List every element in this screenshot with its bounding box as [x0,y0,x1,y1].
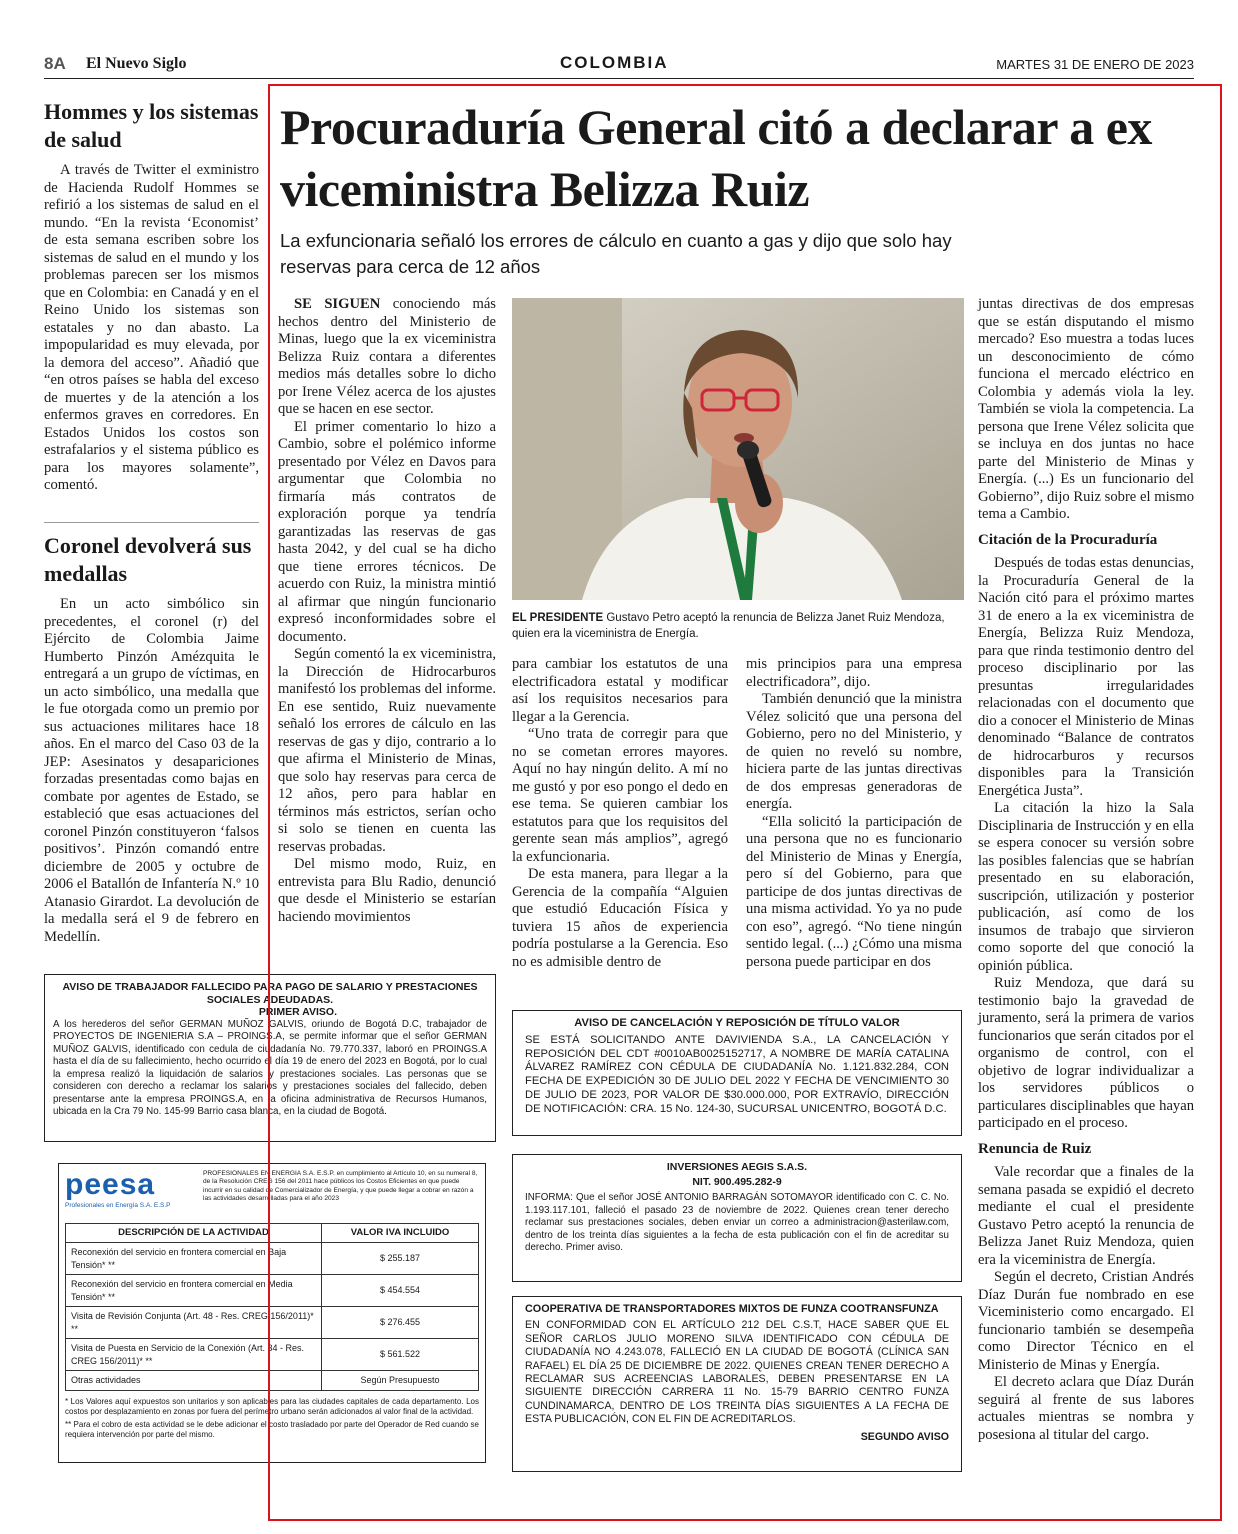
paragraph: “Ella solicitó la participación de una persona que no es funcionario del Ministerio de Minas y Energía, pero sí del Gobierno, para que participe de dos juntas directivas de una misma actividad. Yo ya no pude con eso”, agregó. “No tiene ningún sentido legal. (...) ¿Cómo una misma persona puede participar en dos [746,813,962,970]
paragraph: para cambiar los estatutos de una electrificadora estatal y modificar así los requisitos necesarios para llegar a la Gerencia. [512,656,728,725]
caption-text: Gustavo Petro aceptó la renuncia de Belizza Janet Ruiz Mendoza, quien era la viceministra de Energía. [512,612,945,640]
caption-tag: EL PRESIDENTE [512,612,604,624]
paragraph: De esta manera, para llegar a la Gerencia de la compañía “Alguien que estudió Educación Física y tuviera 15 años de experiencia podría postularse a la Gerencia. Eso no es admisible dentro de [512,866,728,970]
paragraph: Según comentó la ex viceministra, la Dirección de Hidrocarburos manifestó los problemas del informe. En ese sentido, Ruiz nuevamente señaló los errores de cálculo en las reservas de gas y dijo, contrario a lo que afirma el Ministerio de Minas, que solo hay reservas para cerca de 12 años, pero para hablar en términos más estrictos, serían ocho si solo se tienen en cuenta las reservas probadas. [278,646,496,855]
paragraph: Del mismo modo, Ruiz, en entrevista para Blu Radio, denunció que desde el Ministerio se estarían haciendo movimientos [278,856,496,925]
paragraph: El primer comentario lo hizo a Cambio, sobre el polémico informe presentado por Vélez en Davos para argumentar que Colombia no firmaría más contratos de exploración porque ya tendría garantizadas las reservas de gas hasta 2042, y del cual se ha dicho que tiene errores técnicos. De acuerdo con Ruiz, la ministra mintió al afirmar que ningún funcionario expresó inconformidades sobre el documento. [278,418,496,645]
notice-body: A los herederos del señor GERMAN MUÑOZ GALVIS, oriundo de Bogotá D.C, trabajador de PROYECTOS DE INGENIERIA S.A – PROINGS.A, se permite informar que el señor GERMAN MUÑOZ GALVIS, identificado con cedula de ciudadanía No. 79.770.337, laboró en PROINGS.A hasta el día de su fallecimiento, hecho ocurrido el día 19 de enero del 2023 en Bogotá, por lo cual la empresa realizó la liquidación de salarios y prestaciones sociales. Las personas que se consideren con derecho a reclamar los salarios y prestaciones sociales del fallecido, deben presentarse ante la empresa PROINGS.A, en la oficina administrativa de Recursos Humanos, ubicada en la Cra 79 No. 145-99 Barrio casa blanca, en la ciudad de Bogotá. [53,1018,487,1117]
notice-title: COOPERATIVA DE TRANSPORTADORES MIXTOS DE FUNZA COOTRANSFUNZA [525,1303,939,1315]
logo-subtext: Profesionales en Energía S.A. E.S.P [65,1202,171,1209]
notice-nit: NIT. 900.495.282-9 [692,1175,782,1188]
paragraph: conociendo más hechos dentro del Ministerio de Minas, luego que la ex viceministra Belizza Ruiz contara a diferentes medios más detalles sobre lo dicho por Irene Vélez acerca de los ajustes que se hacen en ese sector. [278,296,496,417]
section-name: COLOMBIA [560,53,669,72]
notice-title: AVISO DE CANCELACIÓN Y REPOSICIÓN DE TÍTULO VALOR [574,1017,900,1029]
divider [44,522,259,523]
notice-body: EN CONFORMIDAD CON EL ARTÍCULO 212 DEL C.S.T, HACE SABER QUE EL SEÑOR CARLOS JULIO MORENO SILVA IDENTIFICADO CON CÉDULA DE CIUDADANÍA NO 4.243.078, FALLECIÓ EN LA CIUDAD DE BOGOTÁ (CLÍNICA SAN RAFAEL) EL DÍA 25 DE DICIEMBRE DE 2022. QUIENES CREAN TENER DERECHO A RECLAMAR SUS ACREENCIAS LABORALES, DEBEN PRESENTARSE EN LA SIGUIENTE DIRECCIÓN CARRERA 11 No. 15-79 BARRIO CENTRO FUNZA CUNDINAMARCA, DENTRO DE LOS TREINTA DÍAS SIGUIENTES A LA FECHA DE ESTA PUBLICACIÓN, CON EL FIN DE ACREDITARLOS. [525,1319,949,1426]
paragraph: “Uno trata de corregir para que no se cometan errores mayores. Aquí no hay ningún delito. A mí no me gustó y por eso pongo el dedo en ese tema. Se quieren cambiar los estatutos para que los requisitos del gerente sean más amplios”, agregó la exfuncionaria. [512,726,728,865]
story2-paragraph: En un acto simbólico sin precedentes, el coronel (r) del Ejército de Colombia Jaime Humberto Pinzón Amézquita le entregará a un grupo de víctimas, en un acto simbólico, una medalla que le fue otorgada como un premio por sus actuaciones militares hace 18 años. En el marco del Caso 03 de la JEP: Asesinatos y desapariciones forzadas presentadas como bajas en combate por agentes de Estado, se estableció que esas actuaciones del coronel Pinzón constituyeron ‘falsos positivos’. Pinzón comandó entre diciembre de 2005 y octubre de 2006 el Batallón de Infantería N.º 10 Atanasio Girardot. La devolución de la medalla será el 9 de febrero en Medellín. [44,596,259,945]
table-cell: $ 255.187 [322,1243,479,1275]
paragraph: El decreto aclara que Díaz Durán seguirá al frente de sus labores actuales mientras se nombra y posesiona al titular del cargo. [978,1374,1194,1443]
story1-title: Hommes y los sistemas de salud [44,99,259,152]
footnote-2: ** Para el cobro de esta actividad se le debe adicionar el costo trasladado por parte del Operador de Red cuando se requiera intervención por parte del mismo. [65,1419,479,1439]
paragraph: La citación la hizo la Sala Disciplinaria de Instrucción y en ella se espera conocer su versión sobre las posibles falencias que se habrían presentado en su elaboración, suscripción, utilización y posterior publicación, así como de los insumos de trabajo que sirvieron como soporte del que conoció la opinión pública. [978,800,1194,974]
notice-subtitle: PRIMER AVISO. [258,1006,337,1018]
logo-text: peesa [65,1168,156,1201]
notice-footer: SEGUNDO AVISO [860,1430,949,1443]
footnote-1: * Los Valores aquí expuestos son unitarios y son aplicables para las ciudades capitales de cada departamento. Los costos por desplazamiento en zonas por fuera del perímetro urbano serán adicionados al valor final de la actividad. [65,1396,479,1416]
peesa-logo [65,1170,195,1213]
table-cell: Visita de Revisión Conjunta (Art. 48 - Res. CREG 156/2011)* ** [66,1307,322,1339]
headline: Procuraduría General citó a declarar a ex viceministra Belizza Ruiz [280,99,1152,217]
column-header: VALOR IVA INCLUIDO [322,1223,479,1243]
issue-date: MARTES 31 DE ENERO DE 2023 [996,57,1194,72]
table-cell: $ 561.522 [322,1339,479,1371]
table-cell: $ 454.554 [322,1275,479,1307]
peesa-intro: PROFESIONALES EN ENERGIA S.A. E.S.P. en cumplimiento al Artículo 10, en su numeral 8, de la Resolución CREG 156 del 2011 hace públicos los Costos Eficientes en que puede incurrir en su calidad de Comercializador de Energía, y que puede llegar a cobrar en razón a las actividades desarrolladas para el año 2023 [203,1170,478,1203]
subheading-renuncia: Renuncia de Ruiz [978,1140,1092,1157]
story2-body [44,596,259,946]
subheading-citacion: Citación de la Procuraduría [978,531,1158,548]
table-cell: $ 276.455 [322,1307,479,1339]
paragraph: También denunció que la ministra Vélez solicitó que una persona del Gobierno, pero no del Ministerio, y de quien no reveló su nombre, hiciera parte de las juntas directivas de dos empresas generadoras de energía. [746,691,962,812]
table-cell: Reconexión del servicio en frontera comercial en Baja Tensión* ** [66,1243,322,1275]
highlight-frame [268,84,1222,1521]
notice-body: INFORMA: Que el señor JOSÉ ANTONIO BARRAGÁN SOTOMAYOR identificado con C. C. No. 1.193.117.101, falleció el pasado 23 de noviembre de 2022. Quienes crean tener derecho reclamar sus prestaciones sociales, deben enviar un correo a administracion@asterilaw.com, dentro de los treinta días siguientes a la fecha de esta publicación con el fin de acreditar su derecho. Primer aviso. [525,1192,949,1253]
notice-body: SE ESTÁ SOLICITANDO ANTE DAVIVIENDA S.A., LA CANCELACIÓN Y REPOSICIÓN DEL CDT #0010AB0025152717, A NOMBRE DE MARÍA CATALINA ÁLVAREZ RAMÍREZ CON CÉDULA DE CIUDADANÍA No. 1.121.832.284, CON FECHA DE EXPEDICIÓN 30 DE JULIO DEL 2022 Y FECHA DE VENCIMIENTO 30 DE JULIO DE 2023, POR VALOR DE $30.000.000, POR EXTRAVÍO, DIRECCIÓN DE NOTIFICACIÓN: CRA. 15 No. 124-30, SUCURSAL UNICENTRO, BOGOTÁ D.C. [525,1033,949,1115]
table-cell: Según Presupuesto [322,1371,479,1391]
kicker: SE SIGUEN [294,296,381,312]
newspaper-name: El Nuevo Siglo [86,55,187,72]
table-cell: Visita de Puesta en Servicio de la Conexión (Art. 34 - Res. CREG 156/2011)* ** [66,1339,322,1371]
story1-body [44,162,259,512]
paragraph: Según el decreto, Cristian Andrés Díaz Durán fue nombrado en ese Viceministerio como encargado. El funcionario también se desempeña como Director Técnico en el Ministerio de Minas y Energía. [978,1269,1194,1373]
paragraph: Ruiz Mendoza, que dará su testimonio bajo la gravedad de juramento, será la primera de varios funcionarios que serán citados por el organismo de control, con el objetivo de lograr individualizar a los servidores públicos o particulares disciplinables que hayan participado en el proceso. [978,975,1194,1131]
notice-title: INVERSIONES AEGIS S.A.S. [666,1161,808,1173]
deck: La exfuncionaria señaló los errores de cálculo en cuanto a gas y dijo que solo hay reservas para cerca de 12 años [280,230,952,277]
story2-title: Coronel devolverá sus medallas [44,533,252,586]
paragraph: mis principios para una empresa electrificadora”, dijo. [746,656,962,690]
paragraph: Vale recordar que a finales de la semana pasada se expidió el decreto mediante el cual el presidente Gustavo Petro aceptó la renuncia de Belizza Janet Ruiz Mendoza, quien era la viceministra de Energía. [978,1164,1194,1268]
paragraph: juntas directivas de dos empresas que se están disputando el mismo mercado? Eso muestra a todas luces un desconocimiento de cómo funciona el mercado eléctrico en Colombia y además viola la ley. También se viola la competencia. La persona que Irene Vélez solicita que se incluya en dos juntas no hace parte del Ministerio de Minas y Energía. (...) Es un funcionario del Gobierno”, dijo Ruiz sobre el mismo tema a Cambio. [978,296,1194,522]
table-cell: Otras actividades [66,1371,322,1391]
table-cell: Reconexión del servicio en frontera comercial en Media Tensión* ** [66,1275,322,1307]
paragraph: Después de todas estas denuncias, la Procuraduría General de la Nación citó para el próximo martes 31 de enero a la ex viceministra de Energía, Belizza Ruiz Mendoza, para que rinda testimonio dentro del proceso disciplinario por las presuntas irregularidades relacionadas con el documento que dio a conocer el Ministerio de Minas denominado “Balance de contratos de hidrocarburos y recursos disponibles para la Transición Energética Justa”. [978,555,1194,799]
story1-paragraph: A través de Twitter el exministro de Hacienda Rudolf Hommes se refirió a los sistemas de salud en el mundo. “En la revista ‘Economist’ de esta semana escriben sobre los sistemas de salud en el mundo y los problemas parecen ser los mismos que en Colombia: en Canadá y en el Reino Unido los sistemas son estatales y no dan abasto. La impopularidad es muy elevada, por la demora del acceso”. Añadió que “en otros países se habla del exceso de muertes y de la atención a los enfermos graves en corredores. En Estados Unidos los costos son estrafalarios y el sistema público es para los mayores solamente”, comentó. [44,162,259,493]
column-header: DESCRIPCIÓN DE LA ACTIVIDAD [66,1223,322,1243]
notice-title: AVISO DE TRABAJADOR FALLECIDO PARA PAGO DE SALARIO Y PRESTACIONES SOCIALES ADEUDADAS. [62,981,478,1006]
page-number: 8A [44,54,66,73]
